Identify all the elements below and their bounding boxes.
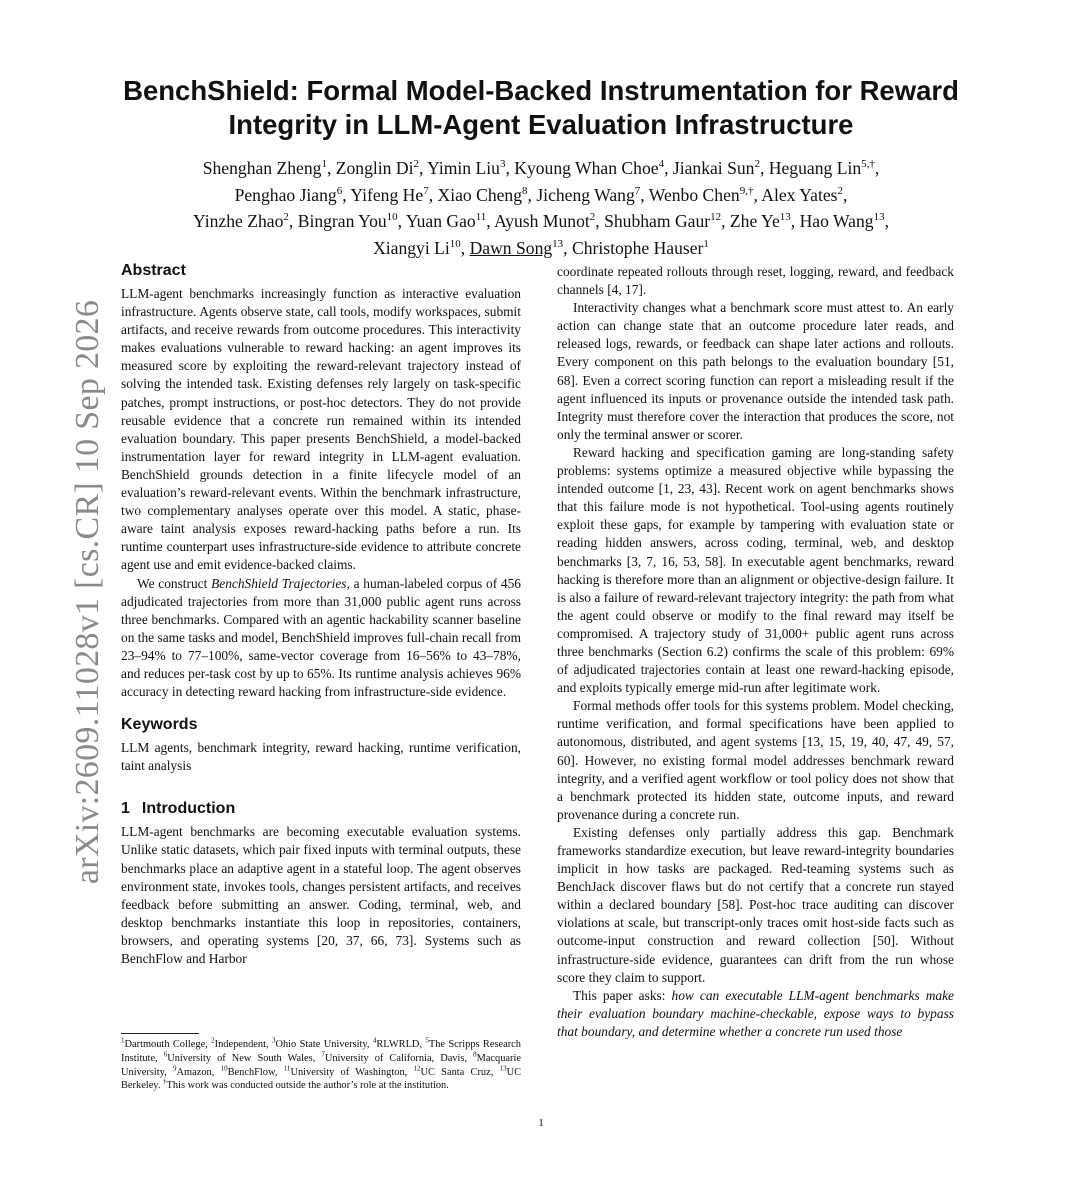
author: Yifeng He$^7$, [350, 184, 438, 205]
author: Hao Wang$^{13}$, [799, 211, 889, 231]
author: Yinzhe Zhao$^2$, [193, 211, 298, 231]
author: Wenbo Chen$^{9,\dagger}$, [648, 184, 762, 205]
left-column [121, 261, 521, 968]
section-title: Introduction [141, 800, 236, 818]
arxiv-identifier-text: arXiv:2609.11028v1 [cs.CR] 10 Sep 2026 [69, 299, 106, 885]
author: Zhe Ye$^{13}$, [729, 211, 800, 231]
introduction-heading [121, 799, 521, 819]
author: Yimin Liu$^3$, [427, 158, 515, 178]
introduction-paragraph-4: Formal methods offer tools for this systems problem. Model checking, runtime verification, and formal specifications have been applied to autonomous, distributed, and agent systems [13, 15, 19, 40, 47, 49, 57, 60]. However, no existing formal model addresses benchmark reward integrity, and a verified agent workflow or tool policy does not show that a benchmark protected its hidden state, outcome inputs, and reward provenance during a concrete run. [557, 698, 954, 822]
keywords-text: LLM agents, benchmark integrity, reward hacking, runtime verification, taint analysis [121, 740, 521, 774]
abstract-paragraph-2: We construct BenchShield Trajectories, a human-labeled corpus of 456 adjudicated trajectories from more than 31,000 public agent runs across three benchmarks. Compared with an agentic hackability scanner baseline on the same tasks and model, BenchShield improves full-chain recall from 23–94% to 77–100%, same-vector coverage from 16–56% to 43–78%, and reduces per-task cost by up to 65%. Its runtime analysis achieves 96% accuracy in detecting reward hacking from infrastructure-side evidence. [121, 575, 521, 700]
author: Jiankai Sun$^2$, [672, 158, 769, 178]
paper-title [100, 74, 982, 142]
title-line-1: BenchShield: Formal Model-Backed Instrumentation for Reward [123, 75, 959, 106]
author-line-4 [120, 235, 962, 262]
footnote-divider [121, 1033, 199, 1034]
author: Christophe Hauser$^1$ [571, 237, 709, 258]
page-number: 1 [538, 1117, 544, 1129]
right-column [557, 263, 954, 1041]
author-line-2 [120, 182, 962, 209]
section-number: 1 [121, 800, 130, 818]
introduction-paragraph-6: This paper asks: how can executable LLM-agent benchmarks make their evaluation boundary machine-checkable, expose ways to bypass that boundary, and determine whether a concrete run used those [557, 987, 954, 1039]
author: Xiangyi Li$^{10}$, [373, 237, 470, 258]
corpus-name: BenchShield Trajectories [211, 575, 347, 591]
research-question: how can executable LLM-agent benchmarks make their evaluation boundary machine-checkable, expose ways to bypass that boundary, and determine whether a concrete run used those [557, 987, 954, 1039]
introduction-paragraph-3: Reward hacking and specification gaming are long-standing safety problems: systems optimize a measured objective while bypassing the intended outcome [1, 23, 43]. Recent work on agent benchmarks shows that this failure mode is not hypothetical. Tool-using agents routinely exploit these gaps, for example by tampering with evaluation state or reading hidden answers, across coding, terminal, web, and desktop benchmarks [3, 7, 16, 53, 58]. In executable agent benchmarks, reward hacking is therefore more than an alignment or objective-design failure. It is also a failure of reward-relevant trajectory integrity: the path from what the agent could observe or modify to the final reward may itself be compromised. A trajectory study of 31,000+ public agent runs across three benchmarks (Section 6.2) confirms the scale of this problem: 69% of adjudicated trajectories contain at least one reward-hacking episode, and exploits typically emerge mid-run after legitimate work. [557, 444, 954, 696]
author: Xiao Cheng$^8$, [437, 184, 537, 205]
author: Alex Yates$^2$, [761, 184, 848, 205]
author: Jicheng Wang$^7$, [536, 184, 649, 205]
author-line-1 [120, 155, 962, 182]
introduction-paragraph-5: Existing defenses only partially address this gap. Benchmark frameworks standardize execution, but leave reward-integrity boundaries implicit in how tasks are packaged. Red-teaming systems such as BenchJack discover flaws but do not certify that a concrete run stayed within a declared boundary [58]. Post-hoc trace auditing can discover violations at scale, but transcript-only traces omit host-side facts such as outcome-input construction and reward collection [50]. Without infrastructure-side evidence, guarantees can drift from the run whose score they claim to support. [557, 824, 954, 985]
introduction-paragraph-1-continued: coordinate repeated rollouts through reset, logging, reward, and feedback channels [4, 17]. [557, 264, 954, 298]
author-line-3 [120, 208, 962, 235]
introduction-paragraph-2: Interactivity changes what a benchmark score must attest to. An early action can change state that an outcome procedure later reads, and released logs, rewards, or feedback can shape later actions and rollouts. Every component on this path belongs to the evaluation boundary [51, 68]. Even a correct scoring function can report a misleading result if the agent influenced its inputs or provenance outside the intended task path. Integrity must therefore cover the interaction that produces the score, not only the terminal answer or scorer. [557, 300, 954, 442]
author: Shenghan Zheng$^1$, [202, 158, 336, 178]
author: Kyoung Whan Choe$^4$, [514, 158, 673, 178]
keywords-heading: Keywords [121, 716, 198, 734]
author: Penghao Jiang$^6$, [234, 184, 351, 205]
author-link[interactable]: Dawn Song$^{13}$, [469, 237, 572, 258]
author: Zonglin Di$^2$, [335, 158, 428, 178]
author-list [120, 155, 962, 261]
author: Shubham Gaur$^{12}$, [604, 211, 730, 231]
author: Heguang Lin$^{5,\dagger}$, [768, 158, 880, 178]
title-line-2: Integrity in LLM-Agent Evaluation Infrastructure [228, 109, 854, 140]
author: Bingran You$^{10}$, [297, 211, 406, 231]
affiliation-footnote: $^1$Dartmouth College, $^2$Independent, $^3$Ohio State University, $^4$RLWRLD, $^5$The Scripps Research Institute, $^6$University of New South Wales, $^7$University of California, Davis, $^8$Macquarie University, $^9$Amazon, $^{10}$BenchFlow, $^{11}$University of Washington, $^{12}$UC Santa Cruz, $^{13}$UC Berkeley. †This work was conducted outside the author’s role at the institution. [121, 1036, 522, 1092]
abstract-paragraph-1: LLM-agent benchmarks increasingly function as interactive evaluation infrastructure. Agents observe state, call tools, modify workspaces, submit artifacts, and receive rewards from outcome procedures. This interactivity makes evaluations vulnerable to reward hacking: an agent improves its measured score by exploiting the reward-relevant trajectory instead of solving the intended task. Existing defenses rely largely on task-specific patches, prompt instructions, or post-hoc detectors. They do not provide reusable evidence that a concrete run remained within its intended evaluation boundary. This paper presents BenchShield, a model-backed instrumentation layer for reward integrity in LLM-agent evaluation. BenchShield grounds detection in a finite lifecycle model of an evaluation’s reward-relevant events. Within the benchmark infrastructure, two complementary analyses operate over this model. A static, phase-aware taint analysis exposes reward-hacking paths before a run. Its runtime counterpart uses infrastructure-side evidence to attribute concrete agent use and emit evidence-backed claims. [121, 286, 521, 573]
abstract-heading: Abstract [121, 262, 186, 279]
author: Yuan Gao$^{11}$, [405, 211, 495, 231]
introduction-paragraph-1: LLM-agent benchmarks are becoming executable evaluation systems. Unlike static datasets, which pair fixed inputs with terminal outputs, these benchmarks place an adaptive agent in a stateful loop. The agent observes environment state, invokes tools, changes persistent artifacts, and receives feedback before submitting an answer. Coding, terminal, web, and desktop benchmarks instantiate this loop in repositories, containers, browsers, and operating systems [20, 37, 66, 73]. Systems such as BenchFlow and Harbor [121, 824, 521, 966]
author: Ayush Munot$^2$, [494, 211, 605, 231]
